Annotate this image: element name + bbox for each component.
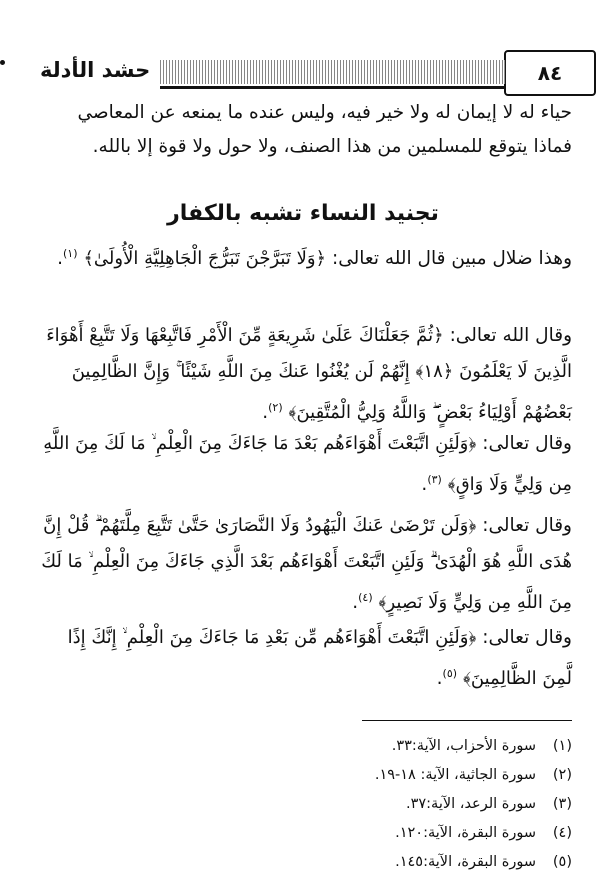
verse-paragraph [38,620,572,697]
header-ornament [160,60,506,84]
paragraph-end: . [421,474,428,496]
paragraph-lead: وقال تعالى: [482,627,572,648]
paragraph-lead: وقال تعالى: [482,515,572,536]
intro-line: حياء له لا إيمان له ولا خير فيه، وليس عنده ما يمنعه عن المعاصي [77,102,572,123]
footnote-ref: (٥) [442,667,458,680]
footnote-separator [362,720,572,721]
footnote-number: (٣) [552,796,572,812]
footnote-text: سورة البقرة، الآية:١٤٥. [395,854,536,870]
footnote-item [172,819,572,848]
verse-paragraph [38,426,572,503]
footnote-item [172,790,572,819]
quran-verse: ﴿وَلَا تَبَرَّجْنَ تَبَرُّجَ الْجَاهِلِيَّةِ الْأُولَىٰ﴾ [83,248,327,270]
footnote-item [172,732,572,761]
paragraph-end: . [57,248,63,270]
footnote-number: (٥) [552,854,572,870]
quran-verse: ﴿وَلَئِنِ اتَّبَعْتَ أَهْوَاءَهُم مِّن بَعْدِ مَا جَاءَكَ مِنَ الْعِلْمِ ۙ إِنَّكَ إِذًا لَّمِنَ الظَّالِمِينَ﴾ [67,627,572,690]
page-number: ٨٤ [504,50,596,96]
header-rule [160,86,506,89]
verse-paragraph [38,318,572,431]
footnote-number: (١) [552,738,572,754]
paragraph-end: . [436,668,443,690]
footnote-item [172,848,572,877]
footnote-text: سورة البقرة، الآية:١٢٠. [395,825,536,841]
footnote-ref: (٢) [268,401,283,414]
quran-verse: ﴿وَلَن تَرْضَىٰ عَنكَ الْيَهُودُ وَلَا النَّصَارَىٰ حَتَّىٰ تَتَّبِعَ مِلَّتَهُمْ ۗ قُلْ إِنَّ هُدَى اللَّهِ هُوَ الْهُدَىٰ ۗ وَلَئِنِ اتَّبَعْتَ أَهْوَاءَهُم بَعْدَ الَّذِي جَاءَكَ مِنَ الْعِلْمِ ۙ مَا لَكَ مِنَ اللَّهِ مِن وَلِيٍّ وَلَا نَصِيرٍ﴾ [41,515,572,614]
footnote-item [172,761,572,790]
footnote-ref: (٣) [427,473,442,486]
footnote-number: (٤) [552,825,572,841]
paragraph-lead: وقال تعالى: [482,433,572,454]
paragraph-end: . [352,592,359,614]
page-header [10,50,596,92]
verse-paragraph [38,236,572,277]
quran-verse: ﴿ثُمَّ جَعَلْنَاكَ عَلَىٰ شَرِيعَةٍ مِّنَ الْأَمْرِ فَاتَّبِعْهَا وَلَا تَتَّبِعْ أَهْوَاءَ الَّذِينَ لَا يَعْلَمُونَ ﴿١٨﴾ إِنَّهُمْ لَن يُغْنُوا عَنكَ مِنَ اللَّهِ شَيْئًا ۚ وَإِنَّ الظَّالِمِينَ بَعْضُهُمْ أَوْلِيَاءُ بَعْضٍ ۖ وَاللَّهُ وَلِيُّ الْمُتَّقِينَ﴾ [46,325,572,424]
paragraph-lead: وهذا ضلال مبين قال الله تعالى: [331,248,572,270]
intro-paragraph [38,96,572,164]
quran-verse: ﴿وَلَئِنِ اتَّبَعْتَ أَهْوَاءَهُم بَعْدَ مَا جَاءَكَ مِنَ الْعِلْمِ ۙ مَا لَكَ مِنَ اللَّهِ مِن وَلِيٍّ وَلَا وَاقٍ﴾ [43,433,572,496]
footnote-text: سورة الرعد، الآية:٣٧. [405,796,536,812]
footnote-ref: (١) [62,247,78,260]
verse-paragraph [38,508,572,621]
footnote-text: سورة الجاثية، الآية: ١٨-١٩. [374,767,536,783]
footnote-ref: (٤) [358,591,373,604]
margin-mark [0,60,5,65]
paragraph-end: . [262,402,269,424]
section-heading: تجنيد النساء تشبه بالكفار [167,201,439,226]
footnote-text: سورة الأحزاب، الآية:٣٣. [391,738,536,754]
running-title: حشد الأدلة [40,58,151,82]
intro-line: فماذا يتوقع للمسلمين من هذا الصنف، ولا حول ولا قوة إلا بالله. [92,136,572,157]
paragraph-lead: وقال الله تعالى: [449,325,572,346]
footnote-number: (٢) [552,767,572,783]
footnotes [172,732,572,877]
